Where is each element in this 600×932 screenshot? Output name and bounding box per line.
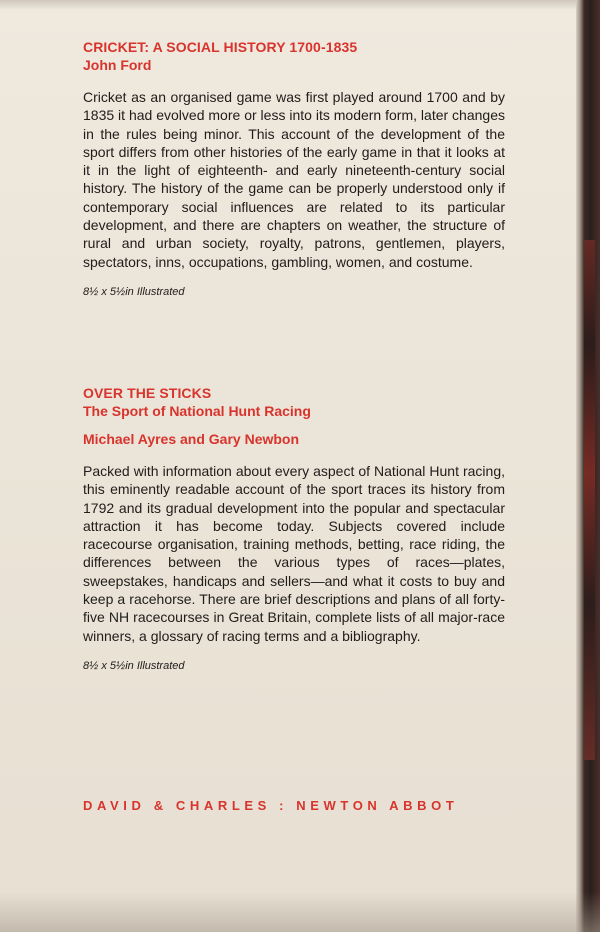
book-title: OVER THE STICKS — [83, 384, 212, 401]
bottom-edge-shadow — [0, 892, 600, 932]
publisher-imprint: DAVID & CHARLES : NEWTON ABBOT — [83, 797, 459, 813]
book-description: Cricket as an organised game was first played around 1700 and by 1835 it had evolved more or less into its modern form, later changes in the rules being minor. This account of the development of the sport differs from other histories of the early game in that it looks at it in the light of eighteenth- and early nineteenth-century social history. The history of the game can be properly understood only if contemporary social influences are related to its particular development, and there are chapters on weather, the structure of rural and urban society, royalty, patrons, gentlemen, players, spectators, inns, occupations, gambling, women, and costume. — [83, 89, 505, 270]
book-format-meta: 8½ x 5½in Illustrated — [83, 285, 185, 298]
spine-strip — [576, 0, 600, 932]
book-format-meta: 8½ x 5½in Illustrated — [83, 659, 185, 672]
book-author: Michael Ayres and Gary Newbon — [83, 430, 300, 447]
book-title: CRICKET: A SOCIAL HISTORY 1700-1835 — [83, 39, 358, 55]
book-description: Packed with information about every aspect of National Hunt racing, this eminently readable account of the sport traces its history from 1792 and its gradual development into the popular and spectacular attraction it has become today. Subjects covered include racecourse organisation, training methods, betting, race riding, the differences between the various types of races—plates, sweepstakes, handicaps and sellers—and what it costs to buy and keep a racehorse. There are brief descriptions and plans of all forty-five NH racecourses in Great Britain, complete lists of all major-race winners, a glossary of racing terms and a bibliography. — [83, 462, 505, 644]
cover-content — [83, 38, 505, 814]
book-author: John Ford — [83, 57, 152, 73]
top-edge-shadow — [0, 0, 600, 10]
book-listing-cricket — [83, 38, 505, 299]
book-listing-over-the-sticks — [83, 384, 505, 673]
book-subtitle: The Sport of National Hunt Racing — [83, 402, 311, 419]
